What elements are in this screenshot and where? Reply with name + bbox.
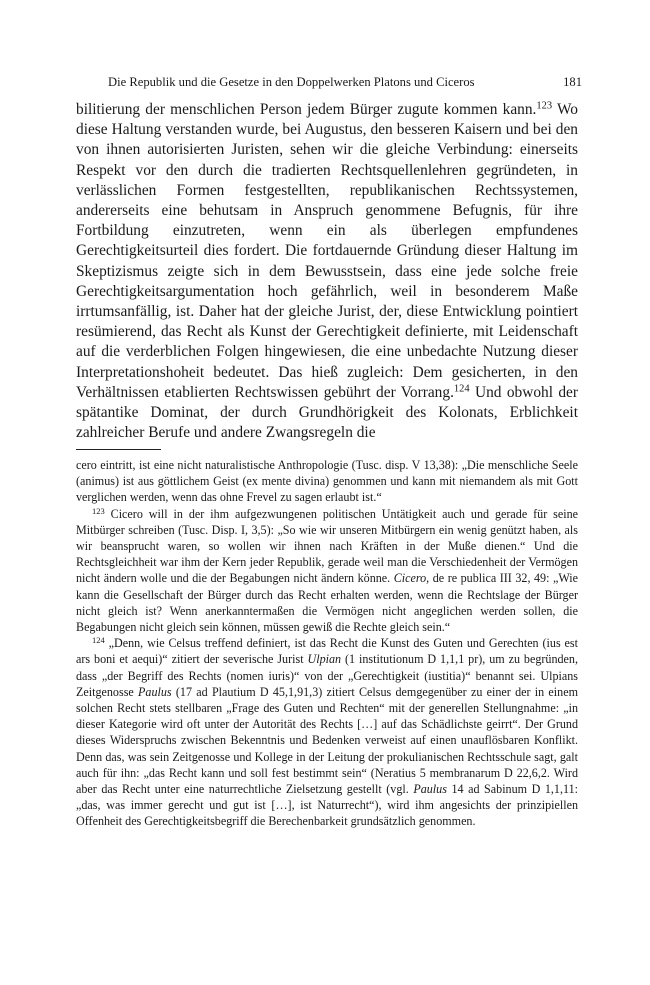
main-text xyxy=(76,100,578,443)
footnote-ref-124: 124 xyxy=(453,383,470,395)
footnote-separator xyxy=(76,449,161,450)
main-paragraph xyxy=(76,100,578,443)
running-title: Die Republik und die Gesetze in den Doppelwerken Platons und Ciceros xyxy=(108,75,475,89)
footnote-number-124: 124 xyxy=(92,635,105,645)
footnote-continuation: cero eintritt, ist eine nicht naturalistische Anthropologie (Tusc. disp. V 13,38): „Die menschliche Seele (animus) ist aus göttlichem Geist (ex mente divina) genommen und kann mit niemandem als mit Gott verglichen werden, wenn das ohne Frevel zu sagen erlaubt ist.“ xyxy=(76,458,578,505)
main-text-part-3: Und obwohl der spätantike Dominat, der durch Grundhörigkeit des Kolonats, Erblichkeit zahlreicher Berufe und andere Zwangsregeln die xyxy=(76,383,578,442)
author-ulpian: Ulpian xyxy=(307,652,342,667)
footnote-124-text-c: (17 ad Plautium D 45,1,91,3) zitiert Celsus demgegenüber zu einer der in einem solchen Recht stets stellbaren „Frage des Guten und Rechten“ mit der generellen Stellungnahme: „in dieser Kategorie wird oft unter der Autorität des Rechts […] auf das Schädlichste geirrt“. Der Grund dieses Widerspruchs zwischen Bekenntnis und Bedenken verweist auf einen unauflösbaren Konflikt. Denn das, was sein Zeitgenosse und Kollege in der Leitung der prokulianischen Rechtsschule sagt, galt auch für ihn: „das Recht kann und soll fest bestimmt sein“ (Neratius 5 membranarum D 22,6,2. Wird aber das Recht unter eine naturrechtliche Zielsetzung gestellt (vgl. xyxy=(76,684,578,797)
main-text-part-2: Wo diese Haltung verstanden wurde, bei Augustus, den besseren Kaisern und bei den von ihnen autorisierten Juristen, sehen wir die gleiche Verbindung: einerseits Respekt vor den durch die tradierten Rechtsquellenlehren gegründeten, in verlässlichen Formen festgestellten, republikanischen Rechtssystemen, andererseits eine behutsam in Anspruch genommene Befugnis, für ihre Fortbildung einzutreten, wenn ein als überlegen empfundenes Gerechtigkeitsurteil dies fordert. Die fortdauernde Gründung dieser Haltung im Skeptizismus zeigte sich in dem Bewusstsein, dass eine jede solche freie Gerechtigkeitsargumentation hoch gefährlich, weil in besonderem Maße irrtumsanfällig, ist. Daher hat der gleiche Jurist, der, diese Entwicklung pointiert resümierend, das Recht als Kunst der Gerechtigkeit definierte, mit Leidenschaft auf die verderblichen Folgen hingewiesen, die eine unbedachte Nutzung dieser Interpretationshoheit bedeutet. Das hieß zugleich: Dem gesicherten, in den Verhältnissen etablierten Rechtswissen gebührt der Vorrang. xyxy=(76,101,578,401)
footnote-number-123: 123 xyxy=(92,505,105,516)
footnote-124-text-a: „Denn, wie Celsus treffend definiert, ist das Recht die Kunst des Guten und Gerechten (ius est ars boni et aequi)“ zitiert der severische Jurist xyxy=(76,636,578,667)
author-cicero: Cicero, xyxy=(393,571,430,586)
main-text-part-1: bilitierung der menschlichen Person jedem Bürger zugute kommen kann. xyxy=(76,101,537,118)
footnote-124 xyxy=(76,635,578,829)
footnote-123 xyxy=(76,506,578,636)
author-paulus: Paulus xyxy=(138,684,172,699)
footnote-123-text-b: de re publica III 32, 49: „Wie kann die Gesellschaft der Bürger durch das Recht erhalten werden, wenn die Rechtslage der Bürger nicht gleich ist? Wenn anerkanntermaßen die Vermögen nicht angeglichen werden sollen, die Begabungen nicht gleich sein können, müssen gewiß die Rechte gleich sein.“ xyxy=(76,571,578,635)
page-number: 181 xyxy=(563,75,582,89)
footnotes xyxy=(76,457,578,830)
footnote-124-text-b: (1 institutionum D 1,1,1 pr), um zu begründen, dass „der Begriff des Rechts (nomen iuris)“ von der „Gerechtigkeit (iustitia)“ benannt sei. Ulpians Zeitgenosse xyxy=(76,652,578,699)
author-paulus-2: Paulus xyxy=(413,782,447,797)
footnote-123-text-a: Cicero will in der ihm aufgezwungenen politischen Untätigkeit auch und gerade für seine Mitbürger schreiben (Tusc. Disp. I, 3,5): „So wie wir unseren Mitbürgern ein wenig genützt haben, als wir beansprucht waren, so wollen wir ihnen nach Kräften in der Muße dienen.“ Und die Rechtsgleichheit war ihm der Kern jeder Republik, gerade weil man die Verschiedenheit der Vermögen nicht ändern wolle und die der Begabungen nicht ändern könne. xyxy=(76,506,578,586)
footnote-ref-123: 123 xyxy=(536,100,553,112)
footnote-124-text-d: 14 ad Sabinum D 1,1,11: „das, was immer gerecht und gut ist […], ist Naturrecht“), wird ihm angesichts der prinzipiellen Offenheit des Gerechtigkeitsbegriff die Berechenbarkeit grundsätzlich genommen. xyxy=(76,782,578,829)
